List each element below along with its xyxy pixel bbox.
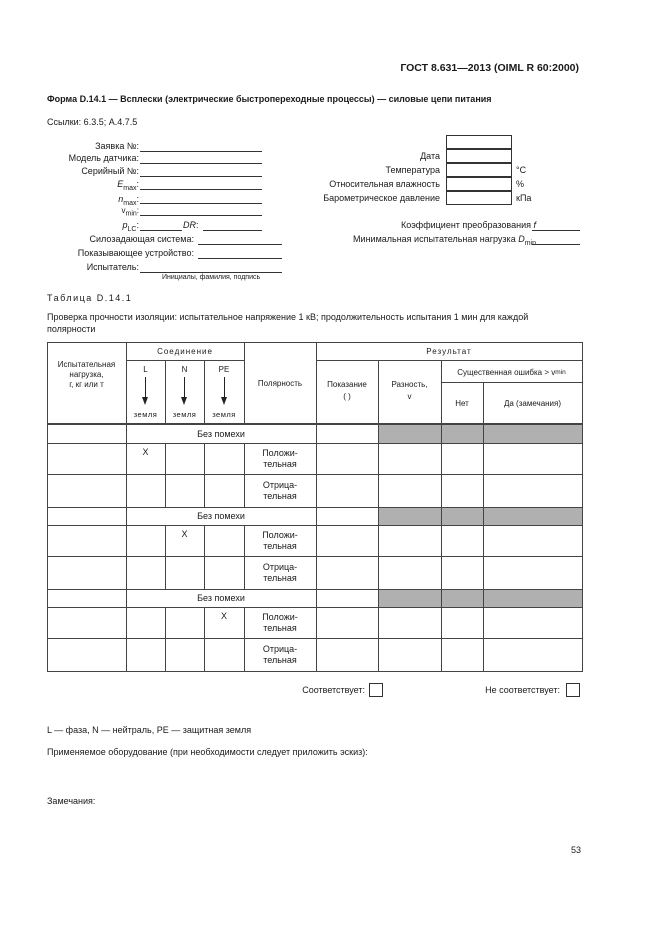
blank-box[interactable] [446, 135, 512, 149]
positive-2: тельная [263, 541, 297, 551]
humidity-label: Относительная влажность [329, 179, 440, 189]
negative-2: тельная [263, 573, 297, 583]
table-line [582, 342, 583, 672]
conversion-coef-text: Коэффициент преобразования [400, 220, 531, 230]
polarity-negative [244, 639, 316, 671]
ground-label: земля [133, 409, 158, 419]
ground-arrow-icon [224, 377, 225, 399]
min-load-d: D [518, 234, 525, 244]
table-line [126, 360, 244, 361]
header-difference-2: v [407, 392, 412, 401]
pressure-unit: кПа [516, 193, 532, 203]
legend-text: L — фаза, N — нейтраль, PE — защитная земля [47, 725, 252, 735]
min-load-line[interactable] [532, 244, 580, 245]
header-test-load [47, 360, 126, 390]
header-significant-error [441, 362, 582, 382]
ground-arrowhead-icon [142, 397, 148, 405]
conversion-f: f [533, 220, 536, 230]
complies-checkbox[interactable] [369, 683, 383, 697]
mark-x: X [220, 610, 227, 621]
references: Ссылки: 6.3.5; А.4.7.5 [47, 117, 138, 127]
table-line [204, 525, 205, 589]
grey-cell-1 [378, 425, 582, 443]
vmin-sub: min [125, 210, 137, 218]
vmin-label [121, 206, 139, 218]
negative-1: Отрица- [262, 480, 298, 490]
positive-1: Положи- [262, 448, 298, 458]
negative-2: тельная [263, 655, 297, 665]
negative-1: Отрица- [262, 644, 298, 654]
emax-colon: : [136, 179, 139, 189]
header-difference-1: Разность, [391, 380, 428, 389]
equipment-text: Применяемое оборудование (при необходимости следует приложить эскиз): [47, 747, 368, 757]
nmax-line[interactable] [140, 203, 262, 204]
page-number: 53 [570, 845, 581, 855]
emax-symbol: E [117, 179, 124, 189]
ground-arrowhead-icon [221, 397, 227, 405]
no-disturbance-row-label: Без помехи [197, 428, 245, 439]
dr-line[interactable] [203, 230, 262, 231]
temperature-box[interactable] [446, 163, 512, 177]
dr-label [183, 220, 199, 230]
header-reading-2: ( ) [343, 392, 351, 401]
not-complies-checkbox[interactable] [566, 683, 580, 697]
table-line [378, 360, 379, 672]
header-significant-error-sub: min [555, 368, 566, 376]
sensor-model-label: Модель датчика: [68, 153, 139, 163]
negative-2: тельная [263, 491, 297, 501]
conversion-coef-label [401, 220, 536, 230]
negative-1: Отрица- [262, 562, 298, 572]
table-line [165, 607, 166, 671]
table-line [483, 382, 484, 672]
pressure-label: Барометрическое давление [323, 193, 440, 203]
pressure-box[interactable] [446, 191, 512, 205]
table-description-1: Проверка прочности изоляции: испытательное напряжение 1 кВ; продолжительность испытания 1 мин для каждой [47, 312, 529, 322]
form-title: Форма D.14.1 — Всплески (электрические быстропереходные процессы) — силовые цепи питания [47, 94, 492, 104]
serial-label: Серийный №: [81, 166, 139, 176]
plc-symbol: p [122, 220, 128, 230]
table-description-2: полярности [47, 324, 96, 334]
tester-line[interactable] [140, 272, 282, 273]
min-load-label [353, 234, 536, 247]
emax-sub: max [123, 184, 137, 192]
serial-line[interactable] [140, 176, 262, 177]
min-load-sub: min [524, 239, 536, 247]
table-line [47, 342, 48, 672]
header-connection: Соединение [157, 347, 213, 356]
header-no: Нет [455, 398, 469, 408]
header-result: Результат [426, 347, 472, 356]
positive-1: Положи- [262, 530, 298, 540]
load-system-line[interactable] [198, 244, 282, 245]
polarity-positive [244, 526, 316, 556]
ground-label: земля [172, 409, 197, 419]
nmax-symbol: n [118, 194, 124, 204]
header-test-load-3: г, кг или т [69, 380, 104, 389]
positive-2: тельная [263, 623, 297, 633]
nmax-colon: : [136, 194, 139, 204]
no-disturbance-row-label: Без помехи [197, 510, 245, 521]
header-difference [378, 378, 441, 404]
header-test-load-1: Испытательная [57, 360, 116, 369]
conversion-coef-line[interactable] [532, 230, 580, 231]
not-complies-label: Не соответствует: [485, 685, 560, 695]
mark-x: X [181, 528, 188, 539]
plc-line[interactable] [140, 230, 182, 231]
humidity-unit: % [516, 179, 525, 189]
header-test-load-2: нагрузка, [69, 370, 104, 379]
header-significant-error-text: Существенная ошибка > v [457, 367, 556, 377]
vmin-colon: : [136, 206, 139, 215]
sensor-model-line[interactable] [140, 163, 262, 164]
load-system-label: Силозадающая система: [89, 234, 194, 244]
indicator-label: Показывающее устройство: [77, 248, 194, 258]
grey-cell-2 [378, 507, 582, 525]
table-line [204, 443, 205, 507]
dr-colon: : [196, 220, 199, 230]
ground-arrowhead-icon [181, 397, 187, 405]
vmin-line[interactable] [140, 215, 262, 216]
no-disturbance-row-label: Без помехи [197, 592, 245, 603]
min-load-text: Минимальная испытательная нагрузка [353, 234, 516, 244]
positive-1: Положи- [262, 612, 298, 622]
plc-sub: LC [127, 225, 137, 233]
emax-line[interactable] [140, 189, 262, 190]
table-line [165, 443, 166, 507]
nmax-label [118, 194, 139, 207]
temperature-label: Температура [385, 165, 440, 175]
table-line [47, 671, 582, 672]
tester-caption: Инициалы, фамилия, подпись [162, 274, 261, 281]
header-reading [316, 378, 378, 404]
application-line[interactable] [140, 151, 262, 152]
humidity-box[interactable] [446, 177, 512, 191]
indicator-line[interactable] [198, 258, 282, 259]
standard-header: ГОСТ 8.631—2013 (OIML R 60:2000) [400, 62, 579, 74]
header-pe: PE [218, 364, 230, 374]
temperature-unit: °C [516, 165, 527, 175]
polarity-positive [244, 608, 316, 638]
ground-label: земля [212, 409, 236, 419]
date-label: Дата [420, 151, 440, 161]
mark-x: X [142, 446, 149, 457]
plc-label [123, 220, 139, 233]
ground-arrow-icon [145, 377, 146, 399]
plc-colon: : [136, 220, 139, 230]
header-yes-remarks: Да (замечания) [503, 398, 562, 408]
emax-label [117, 179, 139, 192]
dr-symbol: DR [183, 220, 196, 230]
complies-label: Соответствует: [302, 685, 365, 695]
application-label: Заявка №: [95, 141, 139, 151]
tester-label: Испытатель: [86, 262, 139, 272]
header-l: L [143, 364, 148, 374]
grey-cell-3 [378, 589, 582, 607]
positive-2: тельная [263, 459, 297, 469]
polarity-negative [244, 475, 316, 507]
header-polarity: Полярность [257, 378, 303, 388]
header-n: N [181, 364, 188, 374]
polarity-positive [244, 444, 316, 474]
vmin-symbol: v [121, 206, 126, 215]
polarity-negative [244, 557, 316, 589]
ground-arrow-icon [184, 377, 185, 399]
table-caption: Таблица D.14.1 [47, 293, 133, 303]
remarks-text: Замечания: [47, 796, 96, 806]
table-line [316, 360, 582, 361]
nmax-sub: max [123, 199, 137, 207]
header-reading-1: Показание [327, 380, 367, 389]
date-box[interactable] [446, 149, 512, 163]
